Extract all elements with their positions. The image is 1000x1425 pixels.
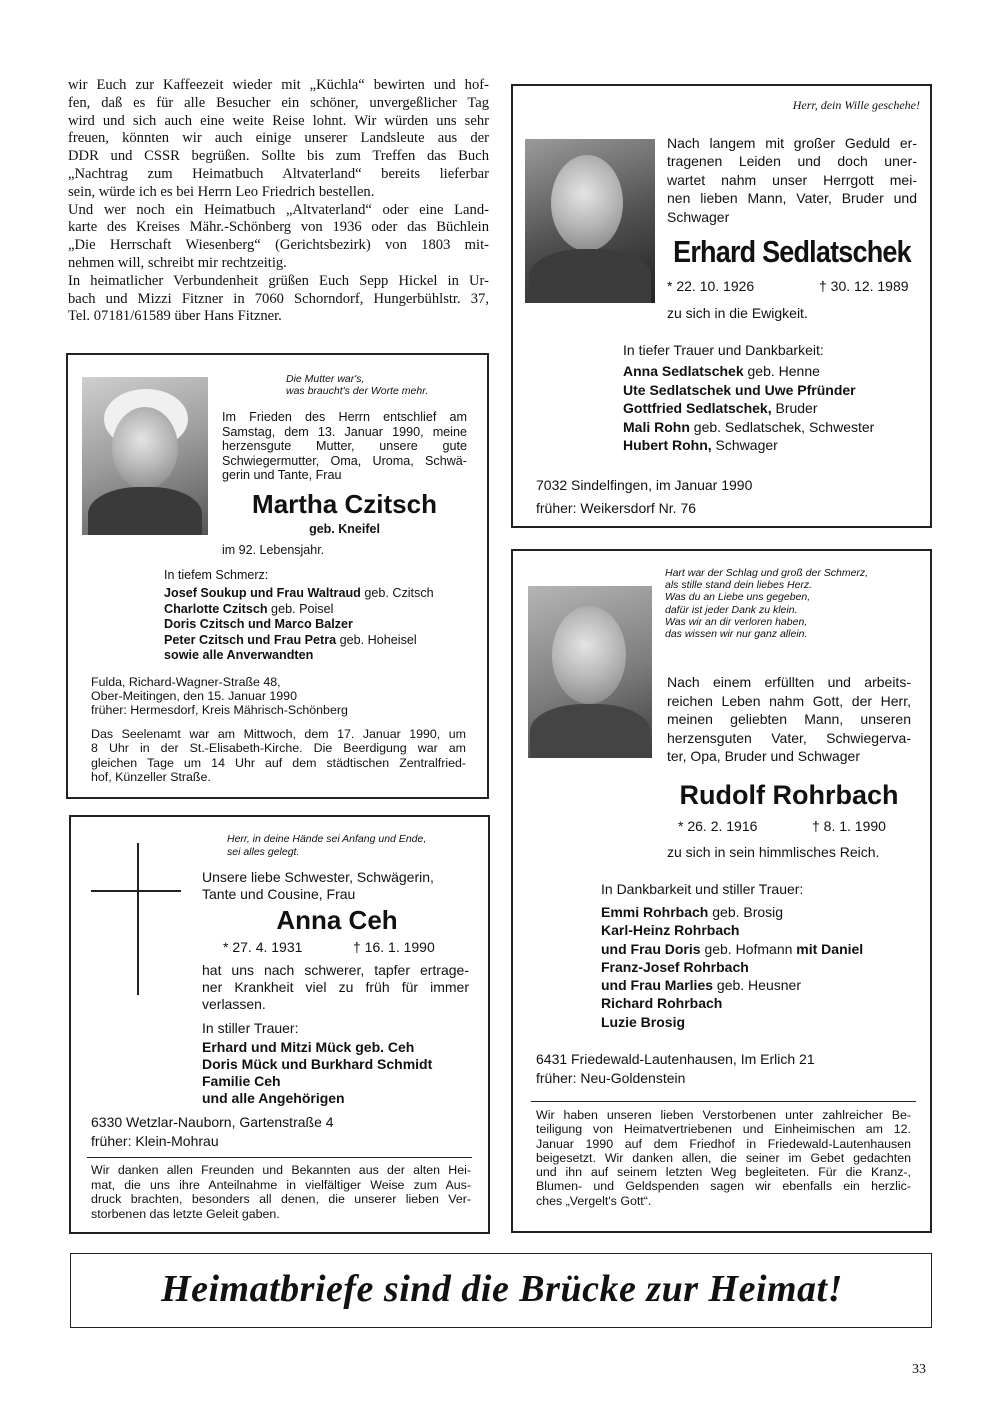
intro-line: In heimatlicher Verbundenheit grüßen Euch Sepp Hickel in Ur- xyxy=(68,272,489,289)
intro-line: herzensgute Mutter, unsere gute xyxy=(222,439,467,453)
portrait-photo xyxy=(528,586,652,758)
obituary-rohrbach xyxy=(511,549,932,1233)
death-date: † 16. 1. 1990 xyxy=(353,939,435,955)
thanks-line: storbenen das letzte Geleit gaben. xyxy=(91,1206,280,1221)
intro-line: Im Frieden des Herrn entschlief am xyxy=(222,410,467,424)
deceased-name: Erhard Sedlatschek xyxy=(673,235,911,269)
quote xyxy=(218,373,468,397)
text-line: ner Krankheit viel zu früh für immer xyxy=(202,979,469,995)
banner xyxy=(70,1253,932,1328)
mourner-list xyxy=(601,903,863,1031)
intro-line: Schwiegermutter, Oma, Uroma, Schwä- xyxy=(222,453,467,468)
mourning-label: In tiefem Schmerz: xyxy=(164,568,269,582)
mourning-label: In stiller Trauer: xyxy=(202,1020,299,1036)
quote-line: sei alles gelegt. xyxy=(227,845,300,858)
address-line: früher: Neu-Goldenstein xyxy=(536,1070,686,1086)
quote-line: das wissen wir nur ganz allein. xyxy=(665,628,808,641)
quote-line: dafür ist jeder Dank zu klein. xyxy=(665,603,798,616)
mourner: Luzie Brosig xyxy=(601,1013,686,1030)
funeral-line: 8 Uhr in der St.-Elisabeth-Kirche. Die Beerdigung war am xyxy=(91,741,466,756)
address-line: früher: Klein-Mohrau xyxy=(91,1133,219,1149)
address xyxy=(91,1113,334,1151)
mourner: und Frau Marlies geb. Heusner xyxy=(601,977,801,994)
intro xyxy=(222,410,467,483)
quote-line: Herr, in deine Hände sei Anfang und Ende, xyxy=(227,833,427,845)
quote-line: als stille stand dein liebes Herz. xyxy=(665,579,813,592)
address-line: 6330 Wetzlar-Nauborn, Gartenstraße 4 xyxy=(91,1114,334,1130)
thanks-line: Wir haben unseren lieben Verstorbenen unter zahlreicher Be- xyxy=(536,1108,911,1122)
quote-line: Was du an Liebe uns gegeben, xyxy=(665,591,811,604)
intro-line: Schwager xyxy=(667,208,730,225)
mourner: und Frau Doris geb. Hofmann mit Daniel xyxy=(601,940,864,957)
intro-line: herzensguten Vater, Schwiegerva- xyxy=(667,729,911,746)
intro-text xyxy=(68,77,489,326)
mourner-list xyxy=(623,362,874,455)
obituary-sedlatschek xyxy=(511,84,932,528)
intro-line: nehmen will, schreibt mir rechtzeitig. xyxy=(68,254,287,271)
deceased-name: Anna Ceh xyxy=(276,905,398,935)
birth-date: * 22. 10. 1926 xyxy=(667,278,755,294)
funeral-info xyxy=(91,727,466,784)
mourner: Hubert Rohn, Schwager xyxy=(623,437,778,454)
funeral-line: Das Seelenamt war am Mittwoch, dem 17. Januar 1990, um xyxy=(91,727,466,741)
thanks xyxy=(536,1108,911,1208)
intro xyxy=(667,673,911,766)
mourner: Emmi Rohrbach geb. Brosig xyxy=(601,904,784,920)
intro xyxy=(202,869,434,903)
age: im 92. Lebensjahr. xyxy=(222,543,325,557)
intro-line: bach und Mizzi Fitzner in 7060 Schorndorf, Hungerbühlstr. 37, xyxy=(68,290,489,307)
mourner: Gottfried Sedlatschek, Bruder xyxy=(623,400,818,417)
mourner: Erhard und Mitzi Mück geb. Ceh xyxy=(202,1039,415,1055)
intro-line: reichen Leben nahm Gott, der Herr, xyxy=(667,692,911,709)
mourner: Josef Soukup und Frau Waltraud geb. Czitsch xyxy=(164,586,434,600)
thanks-line: Wir danken allen Freunden und Bekannten aus der alten Hei- xyxy=(91,1163,471,1177)
intro-line: „Nachtrag zum Heimatbuch Altvaterland“ bereits lieferbar xyxy=(68,165,489,182)
thanks-line: Januar 1990 auf dem Friedhof in Friedewald-Lautenhausen xyxy=(536,1136,911,1151)
funeral-line: hof, Künzeller Straße. xyxy=(91,769,211,784)
address-line: früher: Weikersdorf Nr. 76 xyxy=(536,500,697,516)
quote xyxy=(227,833,426,858)
address-line: Fulda, Richard-Wagner-Straße 48, xyxy=(91,675,281,689)
intro-line: tragenen Leiden und doch uner- xyxy=(667,153,917,170)
intro-line: „Die Herrschaft Wiesenberg“ (Gerichtsbezirk) von 1803 mit- xyxy=(68,237,489,254)
quote xyxy=(665,567,868,640)
intro-line: wartet nahm unser Herrgott mei- xyxy=(667,171,917,188)
intro-line: fen, daß es für alle Besucher ein schöner, unvergeßlicher Tag xyxy=(68,94,489,111)
maiden-name: geb. Kneifel xyxy=(309,522,380,536)
deceased-name: Rudolf Rohrbach xyxy=(679,780,899,810)
mourning-label: In Dankbarkeit und stiller Trauer: xyxy=(601,881,804,897)
intro-line: Nach einem erfüllten und arbeits- xyxy=(667,674,911,690)
quote-line: Hart war der Schlag und groß der Schmerz, xyxy=(665,567,869,579)
address-line: früher: Hermesdorf, Kreis Mährisch-Schönberg xyxy=(91,703,348,717)
intro-line: karte des Kreises Mähr.-Schönberg von 1936 oder das Büchlein xyxy=(68,219,489,236)
death-date: † 30. 12. 1989 xyxy=(819,278,909,294)
thanks-line: mat, die uns ihre Anteilnahme in vielfältiger Weise zum Aus- xyxy=(91,1177,471,1192)
intro-line: nen lieben Mann, Vater, Bruder und xyxy=(667,190,917,207)
address xyxy=(536,1050,815,1088)
divider xyxy=(531,1101,916,1102)
page-number: 33 xyxy=(912,1362,926,1377)
address-line: Ober-Meitingen, den 15. Januar 1990 xyxy=(91,689,297,703)
thanks-line: ches „Vergelt's Gott“. xyxy=(536,1193,652,1208)
intro-line: Unsere liebe Schwester, Schwägerin, xyxy=(202,869,434,885)
quote: Herr, dein Wille geschehe! xyxy=(792,98,920,112)
intro-line: wird und sich auch eine weite Reise lohnt. Wir würden uns sehr xyxy=(68,112,489,129)
address xyxy=(91,675,348,717)
birth-date: * 26. 2. 1916 xyxy=(678,818,758,834)
intro-line: Samstag, dem 13. Januar 1990, meine xyxy=(222,424,467,439)
obituary-ceh xyxy=(69,815,490,1234)
intro xyxy=(667,134,917,226)
intro-line: meinen geliebten Mann, unseren xyxy=(667,711,911,728)
thanks-line: druck brachten, besonders all denen, die unserer lieben Ver- xyxy=(91,1192,471,1206)
intro-line: DDR und CSSR begrüßen. Sollte bis zum Treffen das Buch xyxy=(68,148,489,165)
mourner: Ute Sedlatschek und Uwe Pfründer xyxy=(623,381,856,398)
intro-line: Nach langem mit großer Geduld er- xyxy=(667,135,917,151)
cross-icon xyxy=(137,843,139,995)
deceased-name: Martha Czitsch xyxy=(252,489,437,519)
thanks-line: und ihn auf seinem letzten Weg begleiteten. Für die Kranz-, xyxy=(536,1165,911,1180)
mourner: Doris Czitsch und Marco Balzer xyxy=(164,617,353,631)
intro-line: sein, würde ich es bei Herrn Leo Friedrich bestellen. xyxy=(68,183,375,200)
cross-icon-bar xyxy=(91,890,181,892)
eternity: zu sich in die Ewigkeit. xyxy=(667,305,808,321)
death-date: † 8. 1. 1990 xyxy=(812,818,886,834)
text xyxy=(202,962,469,1013)
mourner: Familie Ceh xyxy=(202,1073,281,1089)
intro-line: gerin und Tante, Frau xyxy=(222,468,342,482)
intro-line: Tel. 07181/61589 über Hans Fitzner. xyxy=(68,308,282,325)
mourner: Richard Rohrbach xyxy=(601,995,723,1012)
mourner: Anna Sedlatschek geb. Henne xyxy=(623,363,820,379)
mourner: Peter Czitsch und Frau Petra geb. Hoheisel xyxy=(164,632,417,647)
funeral-line: gleichen Tage um 14 Uhr auf dem städtischen Zentralfried- xyxy=(91,755,466,770)
intro-line: wir Euch zur Kaffeezeit wieder mit „Küchla“ bewirten und hof- xyxy=(68,77,489,93)
intro-line: Tante und Cousine, Frau xyxy=(202,886,356,902)
mourner: und alle Angehörigen xyxy=(202,1090,345,1106)
mourner-list xyxy=(164,586,434,664)
thanks xyxy=(91,1163,471,1221)
divider xyxy=(87,1157,472,1158)
quote-line: Was wir an dir verloren haben, xyxy=(665,615,808,628)
intro-line: Und wer noch ein Heimatbuch „Altvaterland“ oder eine Land- xyxy=(68,201,489,218)
address-line: 6431 Friedewald-Lautenhausen, Im Erlich 21 xyxy=(536,1051,815,1067)
mourner-list xyxy=(202,1039,432,1107)
portrait-photo xyxy=(82,377,208,535)
birth-date: * 27. 4. 1931 xyxy=(223,939,303,955)
mourning-label: In tiefer Trauer und Dankbarkeit: xyxy=(623,342,824,358)
mourner: Doris Mück und Burkhard Schmidt xyxy=(202,1056,433,1072)
quote-line: Die Mutter war's, xyxy=(286,373,365,385)
heaven: zu sich in sein himmlisches Reich. xyxy=(667,844,880,860)
mourner: Charlotte Czitsch geb. Poisel xyxy=(164,601,334,616)
mourner: sowie alle Anverwandten xyxy=(164,648,314,662)
quote-line: was braucht's der Worte mehr. xyxy=(286,385,429,397)
mourner: Franz-Josef Rohrbach xyxy=(601,958,749,975)
text-line: verlassen. xyxy=(202,996,266,1012)
text-line: hat uns nach schwerer, tapfer ertrage- xyxy=(202,962,469,978)
thanks-line: Blumen- und Geldspenden sagen wir ebenfalls ein herzlic- xyxy=(536,1179,911,1194)
thanks-line: teiligung von Heimatvertriebenen und Einheimischen am 12. xyxy=(536,1122,911,1137)
intro-line: ter, Opa, Bruder und Schwager xyxy=(667,748,860,765)
intro-line: freuen, könnten wir auch einige unserer Landsleute aus der xyxy=(68,130,489,147)
portrait-photo xyxy=(525,139,655,303)
address-line: 7032 Sindelfingen, im Januar 1990 xyxy=(536,477,753,493)
address xyxy=(536,474,752,520)
banner-text: Heimatbriefe sind die Brücke zur Heimat! xyxy=(161,1268,843,1310)
thanks-line: beigesetzt. Wir danken allen, die seiner im Gebet gedachten xyxy=(536,1150,911,1165)
obituary-czitsch xyxy=(66,353,489,799)
mourner: Mali Rohn geb. Sedlatschek, Schwester xyxy=(623,418,875,435)
mourner: Karl-Heinz Rohrbach xyxy=(601,922,740,939)
